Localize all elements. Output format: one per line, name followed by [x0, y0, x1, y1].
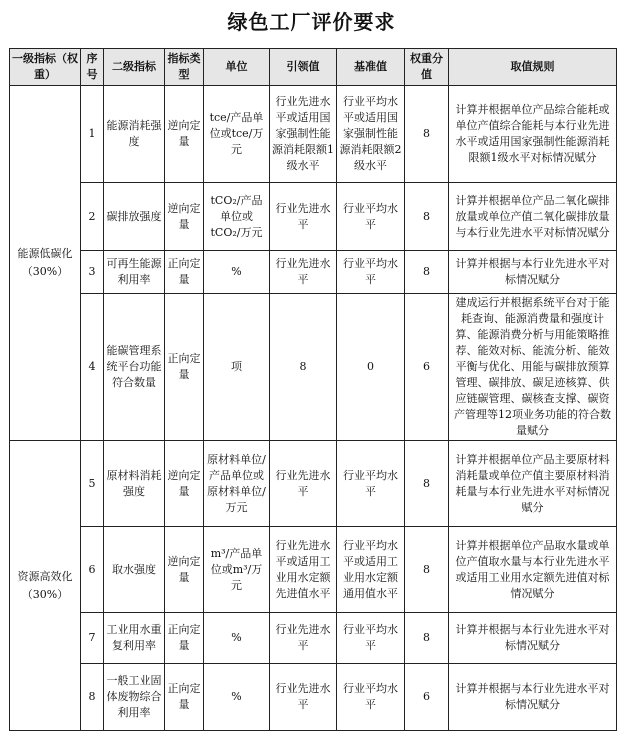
row-weight: 6 [405, 294, 449, 441]
row-unit: m³/产品单位或m³/万元 [204, 527, 270, 613]
row-baseline: 行业平均水平 [337, 613, 405, 664]
page-title: 绿色工厂评价要求 [227, 10, 396, 34]
row-rule: 计算并根据单位产品二氧化碳排放量或单位产值二氧化碳排放量与本行业先进水平对标情况赋分 [449, 183, 617, 251]
row-seq: 8 [81, 664, 104, 731]
row-rule: 计算并根据单位产品取水量或单位产值取水量与本行业先进水平或适用工业用水定额先进值对标情况赋分 [449, 527, 617, 613]
row-unit: % [204, 664, 270, 731]
group-cell [10, 86, 81, 441]
group-weight: （30%） [21, 265, 69, 278]
row-baseline: 行业平均水平或适用国家强制性能源消耗限额2级水平 [337, 86, 405, 183]
table-row [10, 294, 617, 441]
row-baseline: 行业平均水平 [337, 251, 405, 294]
row-unit: tce/产品单位或tce/万元 [204, 86, 270, 183]
table-row [10, 183, 617, 251]
row-seq: 6 [81, 527, 104, 613]
row-indicator: 能碳管理系统平台功能符合数量 [104, 294, 165, 441]
row-leading: 行业先进水平 [270, 441, 337, 527]
row-weight: 8 [405, 86, 449, 183]
table-row [10, 613, 617, 664]
row-rule: 计算并根据与本行业先进水平对标情况赋分 [449, 251, 617, 294]
row-weight: 8 [405, 183, 449, 251]
row-baseline: 0 [337, 294, 405, 441]
row-rule: 建成运行并根据系统平台对于能耗查询、能源消费量和强度计算、能源消费分析与用能策略推荐、能效对标、能流分析、能效平衡与优化、用能与碳排放预算管理、碳排放、碳足迹核算、供应链碳管理、碳核查支撑、碳资产管理等12项业务功能的符合数量赋分 [449, 294, 617, 441]
row-unit: % [204, 613, 270, 664]
table-row [10, 441, 617, 527]
row-unit: 原材料单位/产品单位或原材料单位/万元 [204, 441, 270, 527]
row-type: 正向定量 [165, 613, 204, 664]
row-indicator: 工业用水重复利用率 [104, 613, 165, 664]
row-leading: 行业先进水平 [270, 183, 337, 251]
row-leading: 行业先进水平 [270, 664, 337, 731]
row-rule: 计算并根据与本行业先进水平对标情况赋分 [449, 613, 617, 664]
header-row [10, 49, 617, 86]
row-type: 逆向定量 [165, 183, 204, 251]
row-indicator: 一般工业固体废物综合利用率 [104, 664, 165, 731]
group-name: 资源高效化 [17, 569, 73, 583]
row-indicator: 取水强度 [104, 527, 165, 613]
evaluation-table [9, 48, 617, 731]
row-seq: 4 [81, 294, 104, 441]
row-baseline: 行业平均水平或适用工业用水定额通用值水平 [337, 527, 405, 613]
header-baseline: 基准值 [337, 49, 405, 86]
row-unit: 项 [204, 294, 270, 441]
row-leading: 行业先进水平或适用国家强制性能源消耗限额1级水平 [270, 86, 337, 183]
row-rule: 计算并根据单位产品综合能耗或单位产值综合能耗与本行业先进水平或适用国家强制性能源消耗限额1级水平对标情况赋分 [449, 86, 617, 183]
row-weight: 8 [405, 613, 449, 664]
row-seq: 1 [81, 86, 104, 183]
table-row [10, 86, 617, 183]
group-name: 能源低碳化 [17, 247, 73, 260]
row-leading: 行业先进水平 [270, 251, 337, 294]
row-type: 逆向定量 [165, 86, 204, 183]
group-weight: （30%） [21, 587, 69, 601]
row-rule: 计算并根据与本行业先进水平对标情况赋分 [449, 664, 617, 731]
row-leading: 行业先进水平或适用工业用水定额先进值水平 [270, 527, 337, 613]
row-indicator: 原材料消耗强度 [104, 441, 165, 527]
table-row [10, 251, 617, 294]
table-row [10, 527, 617, 613]
group-cell [10, 441, 81, 731]
header-seq: 序号 [81, 49, 104, 86]
row-rule: 计算并根据单位产品主要原材料消耗量或单位产值主要原材料消耗量与本行业先进水平对标情况赋分 [449, 441, 617, 527]
row-unit: tCO₂/产品单位或tCO₂/万元 [204, 183, 270, 251]
header-leading: 引领值 [270, 49, 337, 86]
row-weight: 8 [405, 441, 449, 527]
row-leading: 行业先进水平 [270, 613, 337, 664]
header-weight: 权重分值 [405, 49, 449, 86]
row-indicator: 能源消耗强度 [104, 86, 165, 183]
row-type: 正向定量 [165, 664, 204, 731]
row-seq: 3 [81, 251, 104, 294]
row-weight: 8 [405, 527, 449, 613]
header-unit: 单位 [204, 49, 270, 86]
row-seq: 7 [81, 613, 104, 664]
row-leading: 8 [270, 294, 337, 441]
header-type: 指标类型 [165, 49, 204, 86]
row-seq: 2 [81, 183, 104, 251]
header-level1: 一级指标（权重） [10, 49, 81, 86]
row-type: 正向定量 [165, 294, 204, 441]
row-indicator: 碳排放强度 [104, 183, 165, 251]
row-baseline: 行业平均水平 [337, 183, 405, 251]
header-rule: 取值规则 [449, 49, 617, 86]
row-baseline: 行业平均水平 [337, 664, 405, 731]
row-weight: 8 [405, 251, 449, 294]
row-baseline: 行业平均水平 [337, 441, 405, 527]
row-type: 逆向定量 [165, 527, 204, 613]
row-indicator: 可再生能源利用率 [104, 251, 165, 294]
row-type: 正向定量 [165, 251, 204, 294]
row-type: 逆向定量 [165, 441, 204, 527]
row-seq: 5 [81, 441, 104, 527]
row-unit: % [204, 251, 270, 294]
row-weight: 6 [405, 664, 449, 731]
table-row [10, 664, 617, 731]
header-level2: 二级指标 [104, 49, 165, 86]
